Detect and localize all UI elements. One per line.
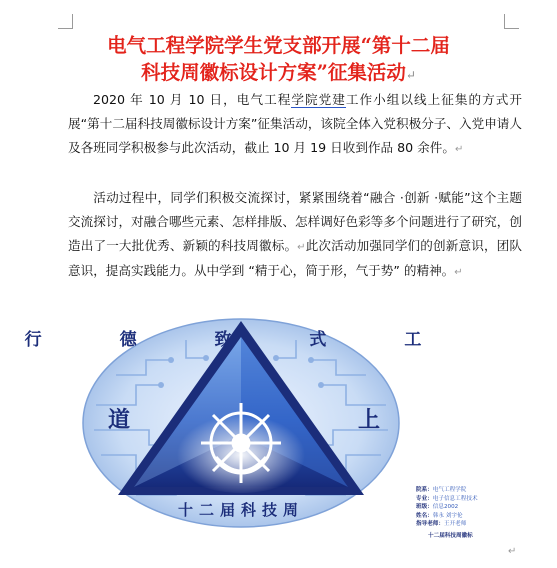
emblem-top-text: 行 德 致 式 工 (24, 330, 458, 350)
emblem-right-text: 上 (358, 407, 381, 433)
para2-text-a: 活动过程中，同学们积极交流探讨，紧紧围绕着“融合 ·创新 ·赋能”这个主题交流探讨，对融合哪些元素、怎样排版、怎样调好色彩等多个问题进行了研究，创造出了一大批优秀、新颖的科技周徽标。 (68, 190, 522, 253)
info-row-class: 班级：信息2002 (416, 504, 459, 511)
return-mark-icon: ↵ (297, 241, 306, 253)
para2-text-b: 此次活动加强同学们的创新意识，团队意识，提高实践能力。从中学到 “精于心，简于形，气于势” 的精神。 (68, 237, 523, 279)
para1-underlined: 学院党建 (291, 92, 346, 107)
paragraph-2 (68, 186, 522, 285)
info-row-advisor: 指导老师：王开老师 (416, 521, 467, 528)
title-line-2: 科技周徽标设计方案”征集活动 (141, 61, 406, 84)
designer-info-block (416, 486, 478, 541)
return-mark-icon: ↵ (454, 267, 463, 279)
emblem-left-text: 道 (108, 407, 131, 433)
info-row-department: 院系：电气工程学院 (416, 487, 467, 493)
page-corner-mark-left (58, 14, 73, 29)
info-row-major: 专业：电子信息工程技术 (416, 495, 478, 502)
paragraph-1 (68, 88, 522, 161)
info-row-name: 姓名：韩永 刘宇伦 (416, 512, 463, 519)
title-line-1: 电气工程学院学生党支部开展“第十二届 (107, 34, 450, 57)
emblem-bottom-text: 十二届科技周 (177, 501, 305, 519)
return-mark-icon: ↵ (508, 546, 517, 557)
return-mark-icon: ↵ (405, 68, 416, 82)
page-corner-mark-right (504, 14, 519, 29)
return-mark-icon: ↵ (454, 143, 464, 155)
article-title (40, 32, 517, 89)
para1-post: 工作小组以线上征集的方式开展“第十二届科技周徽标设计方案”征集活动，该院全体入党积极分子、入党申请人及各班同学积极参与此次活动，截止 10 月 19 日收到作品 80 余件。 (68, 92, 523, 155)
emblem-caption: 十二届科技周徽标 (428, 532, 473, 539)
para1-pre: 2020 年 10 月 10 日，电气工程 (93, 92, 292, 107)
